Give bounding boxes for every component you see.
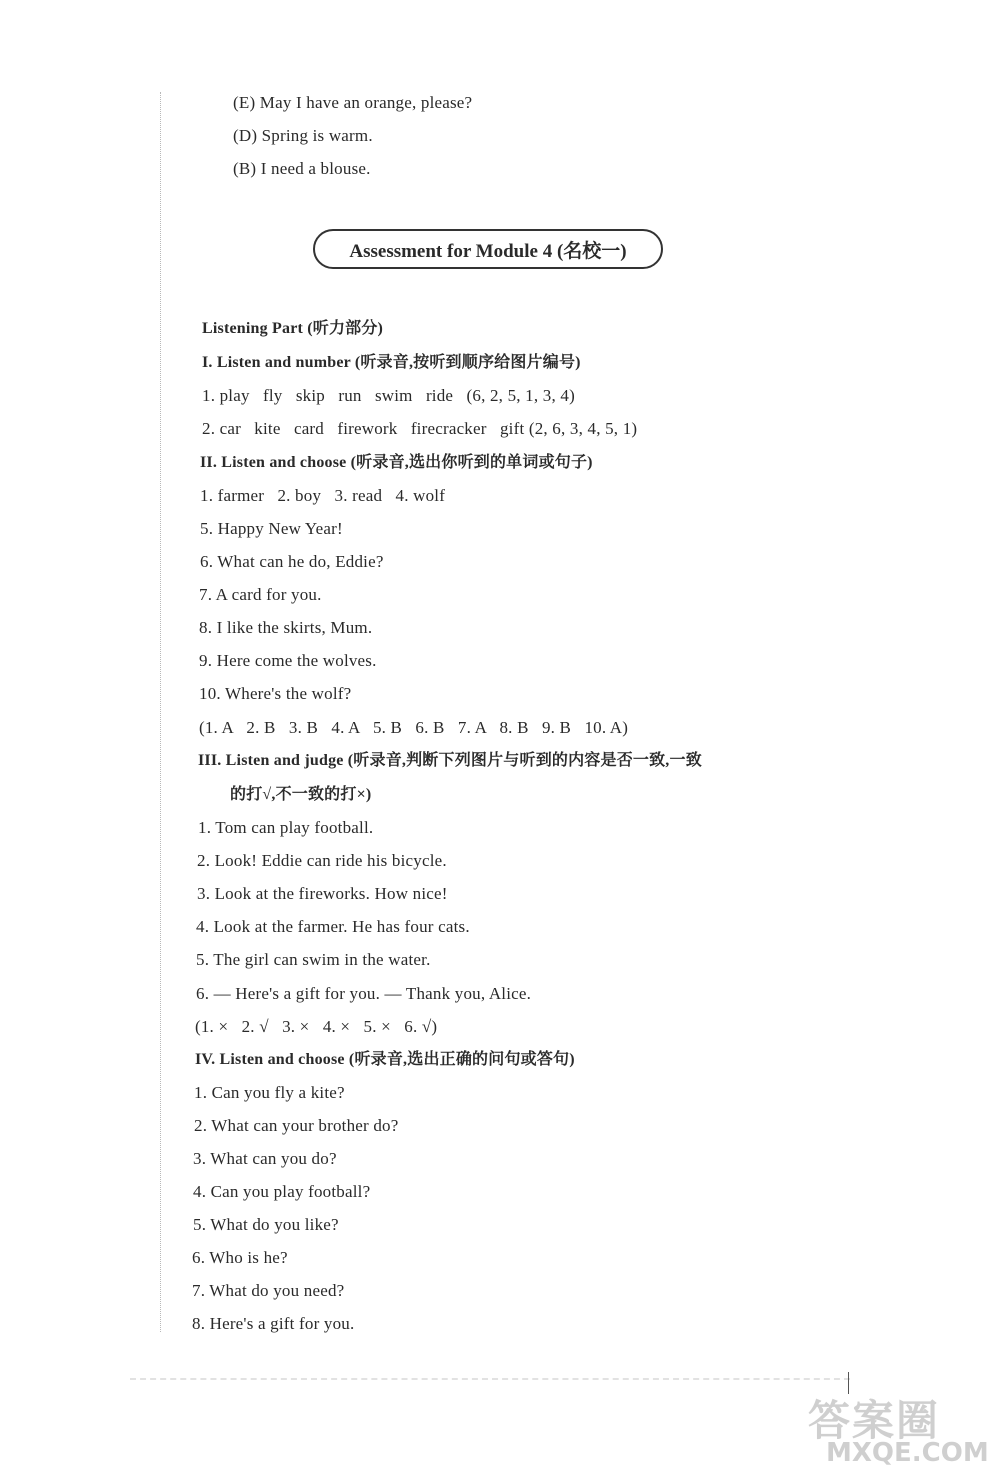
answer-line: (B) I need a blouse. (233, 159, 371, 178)
section-4-item: 3. What can you do? (193, 1149, 337, 1168)
section-2-item: 5. Happy New Year! (200, 519, 343, 538)
watermark-url: MXQE.COM (826, 1438, 989, 1468)
watermark-brand: 答案圈 (808, 1396, 941, 1445)
section-2-heading: II. Listen and choose (听录音,选出你听到的单词或句子) (200, 454, 593, 471)
section-4-item: 1. Can you fly a kite? (194, 1083, 345, 1102)
section-1-item: 1. play fly skip run swim ride (6, 2, 5, 1, 3, 4) (202, 386, 575, 405)
section-3-item: 6. — Here's a gift for you. — Thank you, Alice. (196, 984, 532, 1003)
section-3-heading: III. Listen and judge (听录音,判断下列图片与听到的内容是否一致,一致 (198, 752, 702, 769)
section-2-item: 9. Here come the wolves. (199, 651, 377, 670)
section-2-answers: (1. A 2. B 3. B 4. A 5. B 6. B 7. A 8. B 9. B 10. A) (199, 718, 629, 737)
section-2-item: 6. What can he do, Eddie? (200, 552, 384, 571)
section-3-item: 3. Look at the fireworks. How nice! (197, 884, 448, 903)
answer-line: (E) May I have an orange, please? (233, 93, 473, 112)
assessment-title-box (313, 229, 663, 269)
section-4-item: 8. Here's a gift for you. (192, 1314, 355, 1333)
section-4-item: 7. What do you need? (192, 1281, 345, 1300)
watermark-logo (808, 1388, 998, 1468)
section-2-item: 8. I like the skirts, Mum. (199, 618, 373, 637)
section-1-item: 2. car kite card firework firecracker gift (2, 6, 3, 4, 5, 1) (202, 419, 638, 438)
assessment-title: Assessment for Module 4 (名校一) (349, 240, 627, 262)
section-3-item: 2. Look! Eddie can ride his bicycle. (197, 851, 447, 870)
section-2-item: 1. farmer 2. boy 3. read 4. wolf (200, 486, 446, 505)
section-4-heading: IV. Listen and choose (听录音,选出正确的问句或答句) (195, 1051, 575, 1068)
section-1-heading: I. Listen and number (听录音,按听到顺序给图片编号) (202, 354, 581, 371)
section-2-item: 7. A card for you. (199, 585, 322, 604)
section-3-answers: (1. × 2. √ 3. × 4. × 5. × 6. √) (195, 1017, 438, 1036)
section-3-heading-cont: 的打√,不一致的打×) (230, 786, 372, 803)
footer-dashed-line (130, 1378, 850, 1380)
section-3-item: 5. The girl can swim in the water. (196, 950, 431, 969)
section-3-item: 4. Look at the farmer. He has four cats. (196, 917, 470, 936)
margin-dotted-line (160, 92, 161, 1332)
section-4-item: 2. What can your brother do? (194, 1116, 399, 1135)
section-2-item: 10. Where's the wolf? (199, 684, 352, 703)
section-4-item: 4. Can you play football? (193, 1182, 371, 1201)
section-3-item: 1. Tom can play football. (198, 818, 374, 837)
section-4-item: 5. What do you like? (193, 1215, 339, 1234)
listening-part-heading: Listening Part (听力部分) (202, 320, 384, 337)
section-4-item: 6. Who is he? (192, 1248, 288, 1267)
answer-line: (D) Spring is warm. (233, 126, 373, 145)
